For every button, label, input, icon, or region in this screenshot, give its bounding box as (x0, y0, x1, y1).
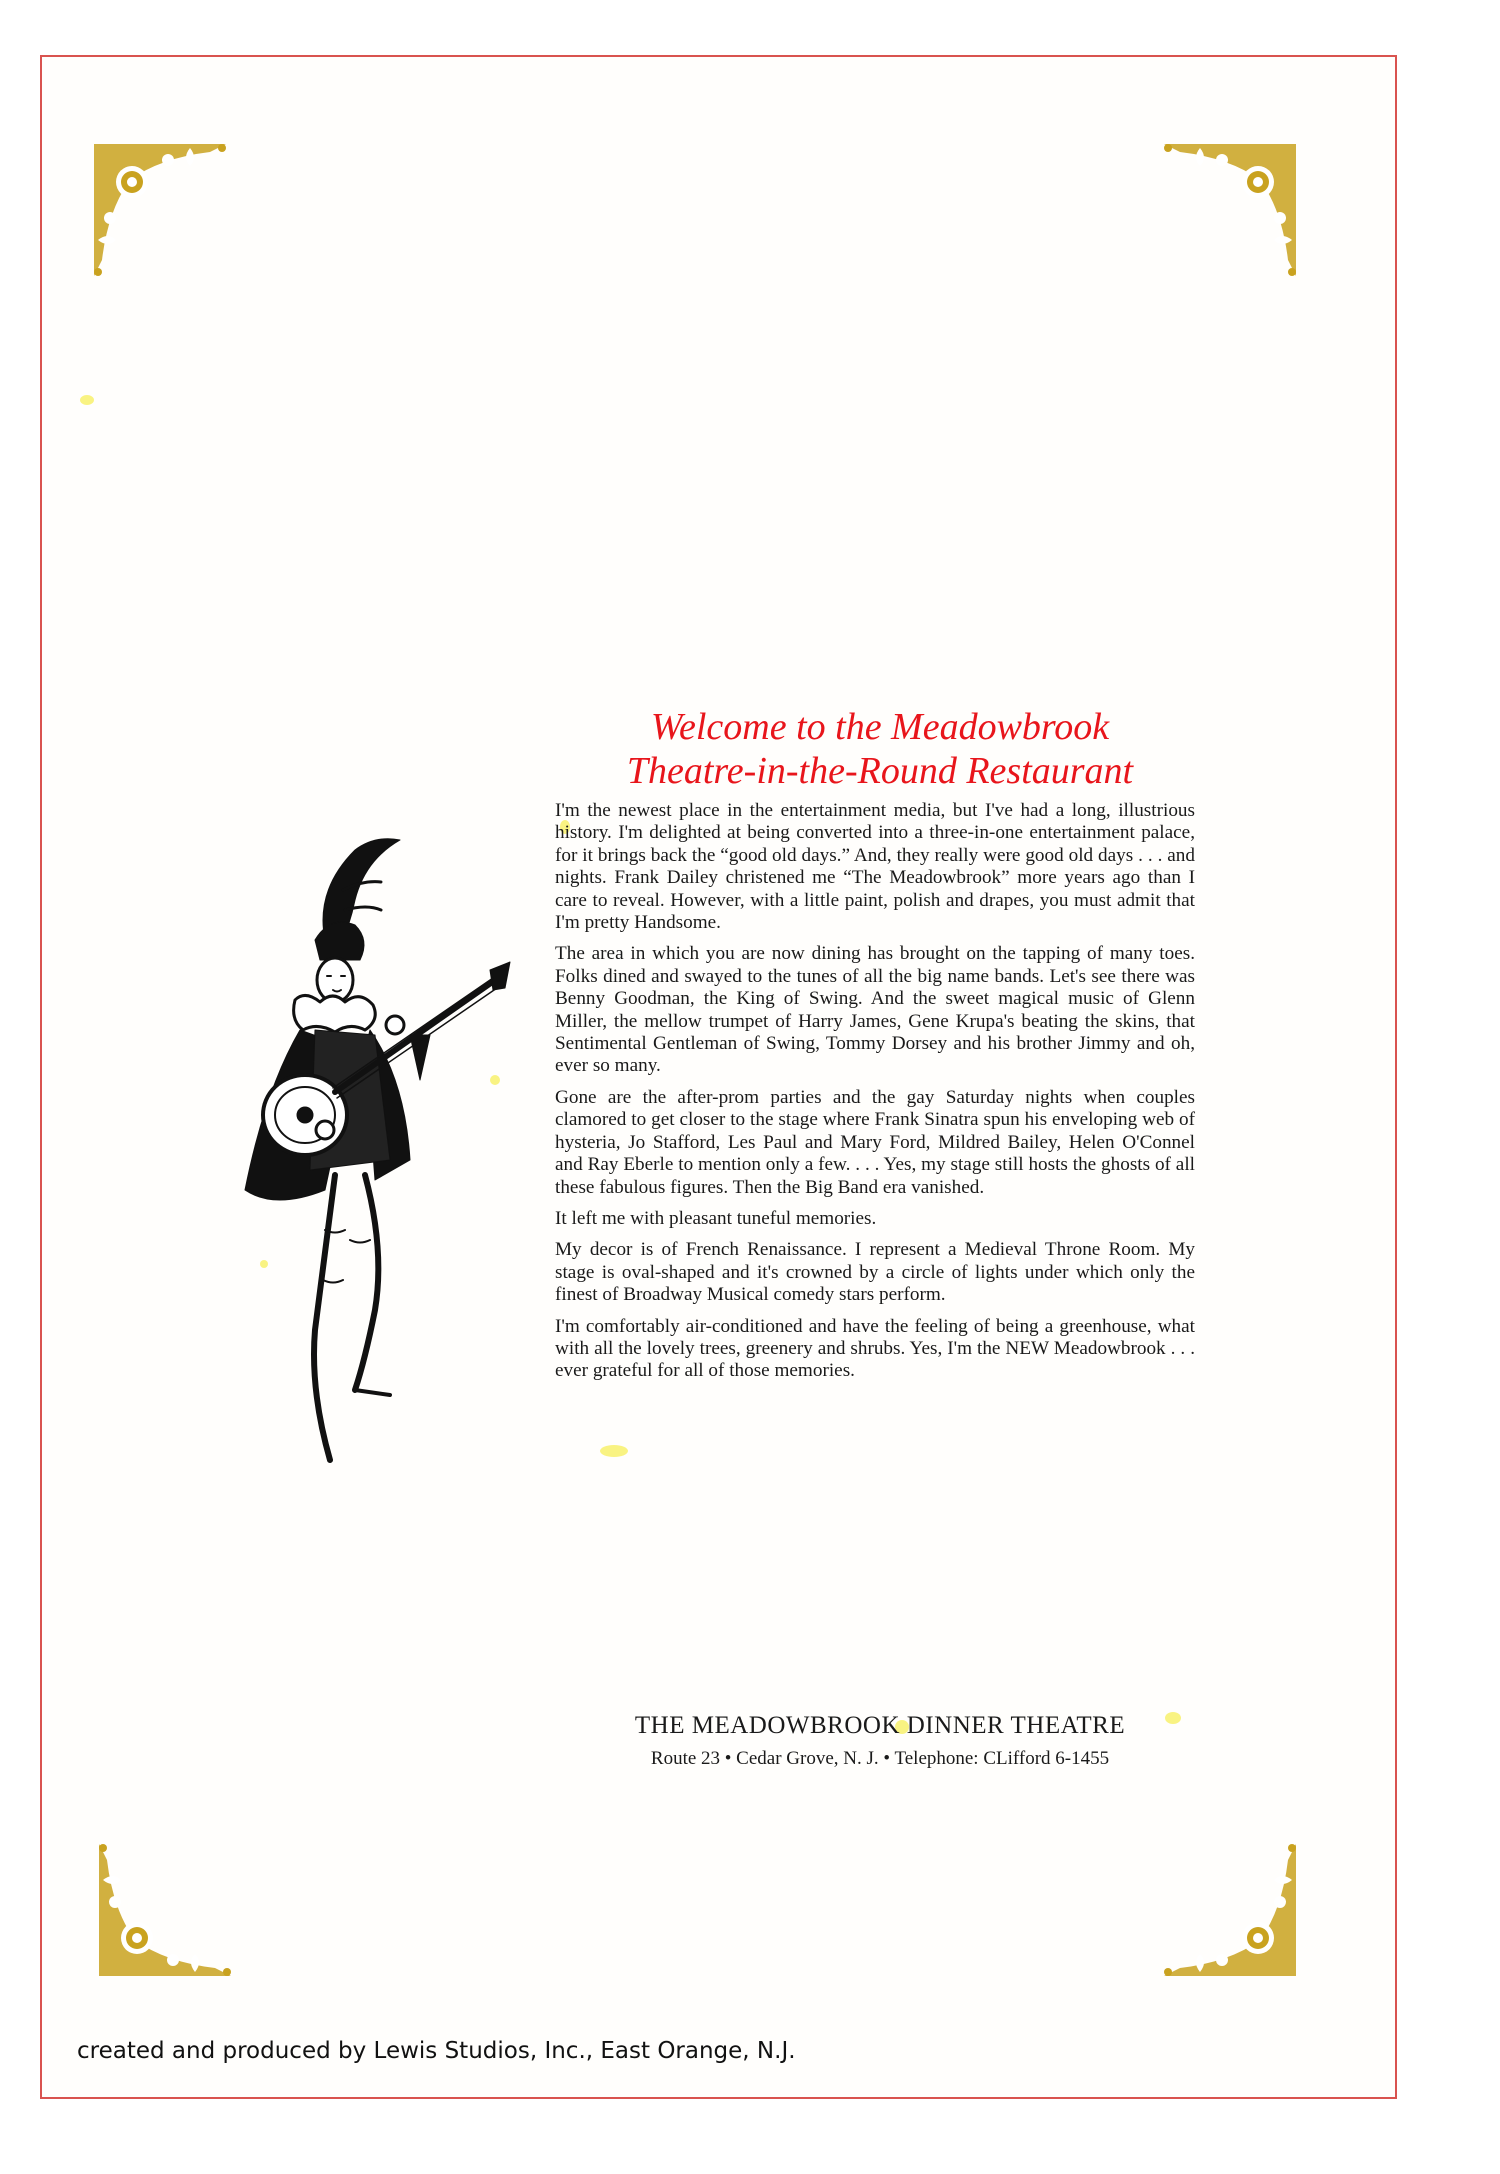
body-paragraph: The area in which you are now dining has brought on the tapping of many toes. Folks dined and swayed to the tunes of all the big name bands. Let's see there was Benny Goodman, the King of Swing. And the sweet magical music of Glenn Miller, the mellow trumpet of Harry James, Gene Krupa's beating the skins, that Sentimental Gentleman of Swing, Tommy Dorsey and his brother Jimmy and oh, ever so many. (555, 943, 1195, 1077)
footer-title: THE MEADOWBROOK DINNER THEATRE (634, 1712, 1126, 1739)
welcome-heading (550, 705, 1210, 793)
ornamental-corner-icon (1160, 140, 1300, 280)
production-credit: created and produced by Lewis Studios, Inc., East Orange, N.J. (77, 2038, 796, 2064)
jester-lute-player-illustration (205, 830, 545, 1470)
welcome-heading-line2: Theatre-in-the-Round Restaurant (626, 750, 1134, 792)
body-paragraph: I'm the newest place in the entertainment media, but I've had a long, illustrious history. I'm delighted at being converted into a three-in-one entertainment palace, for it brings back the “good old days.” And, they really were good old days . . . and nights. Frank Dailey christened me “The Meadowbrook” more years ago than I care to reveal. However, with a little paint, polish and drapes, you must admit that I'm pretty Handsome. (555, 800, 1195, 934)
ornamental-corner-icon (95, 1840, 235, 1980)
ornamental-corner-icon (90, 140, 230, 280)
welcome-heading-line1: Welcome to the Meadowbrook (650, 706, 1110, 748)
stain-speck (80, 395, 94, 405)
ornamental-corner-icon (1160, 1840, 1300, 1980)
body-paragraph: My decor is of French Renaissance. I represent a Medieval Throne Room. My stage is oval-shaped and it's crowned by a circle of lights under which only the finest of Broadway Musical comedy stars perform. (555, 1239, 1195, 1306)
body-paragraph: I'm comfortably air-conditioned and have the feeling of being a greenhouse, what with all the lovely trees, greenery and shrubs. Yes, I'm the NEW Meadowbrook . . . ever grateful for all of those memories. (555, 1315, 1195, 1382)
stain-speck (600, 1445, 628, 1457)
footer-address: Route 23 • Cedar Grove, N. J. • Telephone: CLifford 6-1455 (650, 1748, 1110, 1769)
body-paragraph: It left me with pleasant tuneful memories. (555, 1207, 877, 1229)
body-paragraph: Gone are the after-prom parties and the gay Saturday nights when couples clamored to get closer to the stage where Frank Sinatra spun his enveloping web of hysteria, Jo Stafford, Les Paul and Mary Ford, Mildred Bailey, Helen O'Connel and Ray Eberle to mention only a few. . . . Yes, my stage still hosts the ghosts of all these fabulous figures. Then the Big Band era vanished. (555, 1086, 1195, 1198)
body-copy (555, 800, 1195, 1392)
